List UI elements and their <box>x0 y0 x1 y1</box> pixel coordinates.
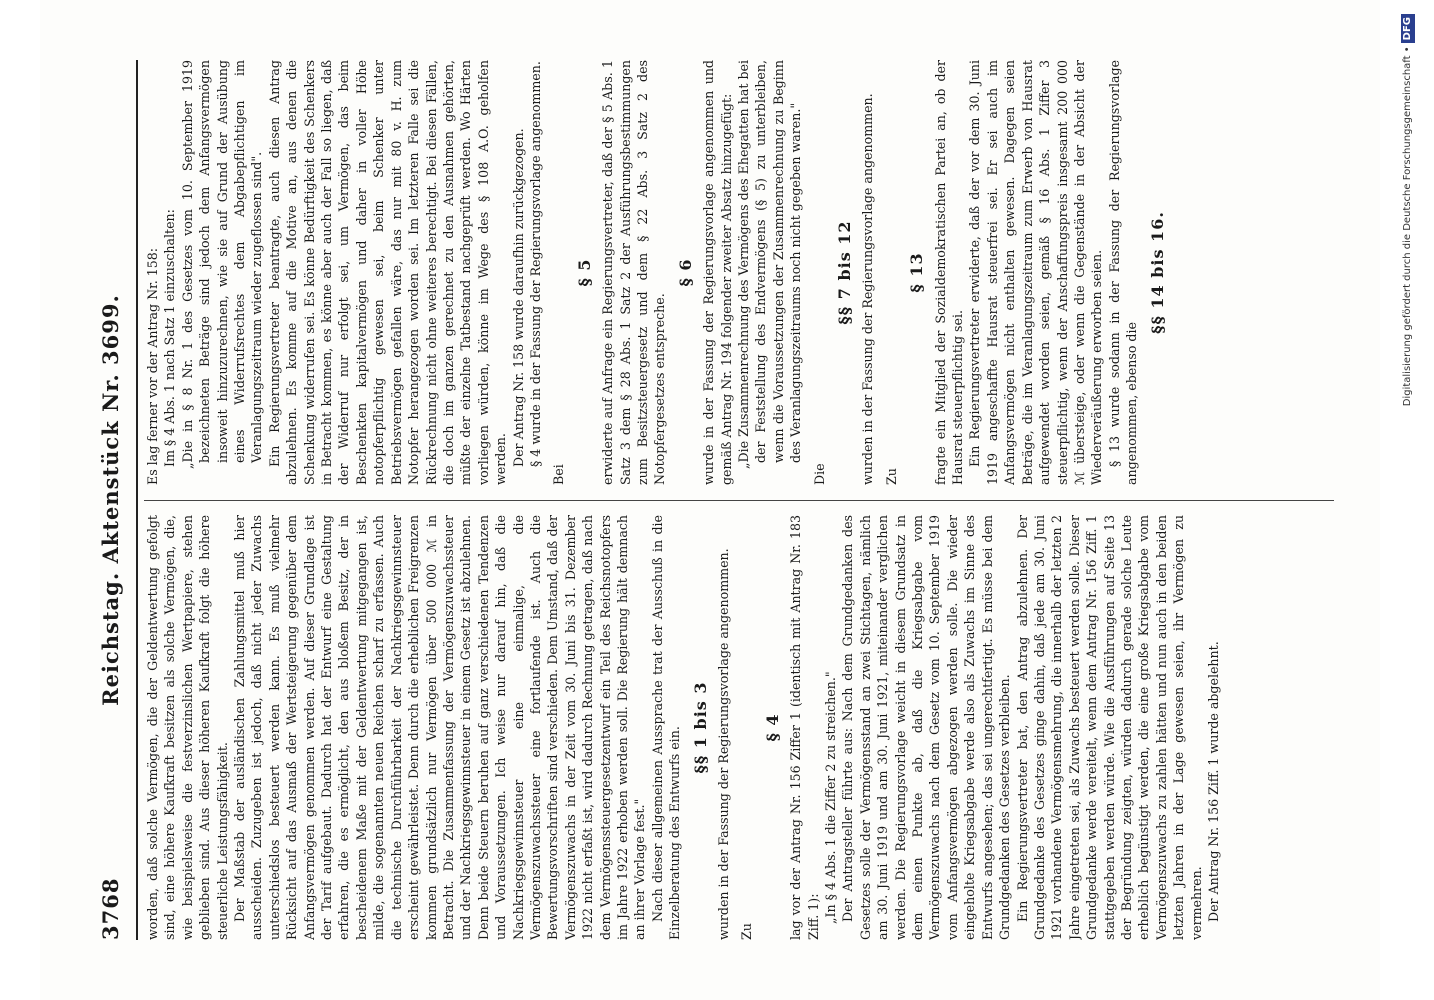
section-heading: §§ 7 bis 12 <box>835 220 855 325</box>
section-lead-word: Zu <box>883 468 899 485</box>
section-heading: §§ 1 bis 3 <box>690 681 710 774</box>
running-head: Reichstag. Aktenstück Nr. 3699. <box>98 294 123 706</box>
quoted-motion: „Die in § 8 Nr. 1 des Gesetzes vom 10. September 1919 bezeichneten Beträge sind jedoch dem Anfangsvermögen insoweit hinzuzurechnen, wie sie auf Grund der Ausübung eines Widerrufsrechtes dem Abgabepflichtigen im Veranlagungszeitraum wieder zugeflossen sind". <box>179 60 265 469</box>
section-lead-word: Zu <box>739 923 755 940</box>
paragraph: Der Antragsteller führte aus: Nach dem Grundgedanken des Gesetzes solle der Vermögensstand an zwei Stichtagen, nämlich am 30. Juni 1919 und am 30. Juni 1921, miteinander verglichen werden. Die Regierungsvorlage weicht in diesem Grundsatz in dem einen Punkte ab, daß die Kriegsabgabe vom Vermögenszuwachs nach dem Gesetz vom 10. September 1919 vom Anfangsvermögen abgezogen werden solle. Die wieder eingeholte Kriegsabgabe werde also als Zuwachs im Sinne des Entwurfs angesehen; das sei ungerechtfertigt. Es müsse bei dem Grundgedanken des Gesetzes verbleiben. <box>840 515 1013 940</box>
printed-page <box>40 0 1380 1000</box>
paragraph: Nach dieser allgemeinen Aussprache trat der Ausschuß in die Einzelberatung des Entwurfs ein. <box>649 515 683 940</box>
header-rule <box>136 60 138 940</box>
section-lead-word: Die <box>811 463 827 485</box>
section-heading: §§ 14 bis 16. <box>1147 211 1167 334</box>
paragraph: wurden in der Fassung der Regierungsvorlage angenommen. <box>860 93 876 485</box>
paragraph: wurden in der Fassung der Regierungsvorlage angenommen. <box>716 548 731 940</box>
paragraph: § 13 wurde sodann in der Fassung der Regierungsvorlage angenommen, ebenso die <box>1106 60 1140 485</box>
paragraph: Der Antrag Nr. 156 Ziff. 1 wurde abgelehnt. <box>1205 641 1221 922</box>
paragraph: wurde in der Fassung der Regierungsvorlage angenommen und gemäß Antrag Nr. 194 folgender zweiter Absatz hinzugefügt: <box>701 60 734 485</box>
section-heading: § 5 <box>574 258 594 287</box>
section-lead-word: Bei <box>551 464 567 485</box>
paragraph: § 4 wurde in der Fassung der Regierungsvorlage angenommen. <box>527 61 543 467</box>
paragraph: Es lag ferner vor der Antrag Nr. 158: <box>145 247 160 485</box>
quoted-motion: „Die Zusammenrechnung des Vermögens des Ehegatten hat bei der Feststellung des Endvermögens (§ 5) zu unterbleiben, wenn die Voraussetzungen der Zusammenrechnung zu Beginn des Veranlagungszeitraums noch nicht gegeben waren." <box>736 60 804 469</box>
quoted-motion: „In § 4 Abs. 1 die Ziffer 2 zu streichen." <box>823 671 839 924</box>
section-heading: § 6 <box>675 258 695 287</box>
dfg-logo: DFG <box>1401 14 1415 43</box>
paragraph: Im § 4 Abs. 1 nach Satz 1 einzuschalten: <box>162 209 178 467</box>
paragraph: fragte ein Mitglied der Sozialdemokratischen Partei an, ob der Hausrat steuerpflichtig sei. <box>932 60 966 485</box>
page-number: 3768 <box>98 877 123 940</box>
column-divider <box>144 500 1334 501</box>
paragraph: Der Antrag Nr. 158 wurde daraufhin zurückgezogen. <box>510 128 526 467</box>
digitization-credit <box>1396 0 1420 1000</box>
scanned-page <box>40 0 1380 1000</box>
section-heading: § 4 <box>762 713 782 742</box>
paragraph: erwiderte auf Anfrage ein Regierungsvertreter, daß der § 5 Abs. 1 Satz 3 dem § 28 Abs. 1 Satz 2 der Ausführungsbestimmungen zum Besitzsteuergesetz und dem § 22 Abs. 3 Satz 2 des Notopfergesetzes entspreche. <box>600 60 668 485</box>
paragraph: worden, daß solche Vermögen, die der Geldentwertung gefolgt sind, eine höhere Kaufkraft besitzen als solche Vermögen, die, wie beispielsweise die festverzinslichen Wertpapiere, stehen geblieben sind. Aus dieser höheren Kaufkraft folgt die höhere steuerliche Leistungsfähigkeit. <box>145 515 230 940</box>
page-header <box>98 60 138 940</box>
right-column <box>144 60 1344 485</box>
credit-text: Digitalisierung gefördert durch die Deutsche Forschungsgemeinschaft • <box>1402 46 1413 407</box>
paragraph: Ein Regierungsvertreter erwiderte, daß der vor dem 30. Juni 1919 angeschaffte Hausrat steuerfrei sei. Er sei auch im Anfangsvermögen nicht enthalten gewesen. Dagegen seien Beträge, die im Veranlagungszeitraum zum Erwerb von Hausrat aufgewendet worden seien, gemäß § 16 Abs. 1 Ziffer 3 steuerpflichtig, wenn der Anschaffungspreis insgesamt 200 000 ℳ übersteige, oder wenn die Gegenstände in der Absicht der Wiederveräußerung erworben seien. <box>967 60 1105 485</box>
paragraph: Ein Regierungsvertreter beantragte, auch diesen Antrag abzulehnen. Es komme auf die Motive an, aus denen die Schenkung widerrufen sei. Es könne Bedürftigkeit des Schenkers in Betracht kommen, es könne aber auch der Fall so liegen, daß der Widerruf nur erfolgt sei, um Vermögen, das beim Beschenkten kapitalvermögen und daher in voller Höhe notopferpflichtig gewesen sei, beim Schenker unter Betriebsvermögen gefallen wäre, das nur mit 80 v. H. zum Notopfer herangezogen worden sei. Im letzteren Falle sei die Rückrechnung nicht ohne weiteres berechtigt. Bei diesen Fällen, die doch im ganzen gerechnet zu den Ausnahmen gehörten, müßte der einzelne Tatbestand nachgeprüft werden. Wo Härten vorliegen würden, könne im Wege des § 108 A.O. geholfen werden. <box>266 60 509 485</box>
left-column <box>144 515 1344 940</box>
section-heading: § 13 <box>907 252 927 293</box>
paragraph: Ein Regierungsvertreter bat, den Antrag abzulehnen. Der Grundgedanke des Gesetzes ginge dahin, daß jede am 30. Juni 1921 vorhandene Vermögensmehrung, die innerhalb der letzten 2 Jahre eingetreten sei, als Zuwachs besteuert werden solle. Dieser Grundgedanke werde vereitelt, wenn dem Antrag Nr. 156 Ziff. 1 stattgegeben werden würde. Wie die Ausführungen auf Seite 13 der Begründung zeigten, würden dadurch gerade solche Leute erheblich begünstigt werden, die eine große Kriegsabgabe vom Vermögenszuwachs zu zahlen hätten und nun auch in den beiden letzten Jahren in der Lage gewesen seien, ihr Vermögen zu vermehren. <box>1014 515 1204 940</box>
paragraph: lag vor der Antrag Nr. 156 Ziffer 1 (identisch mit Antrag Nr. 183 Ziff. 1): <box>788 515 821 940</box>
paragraph: Der Maßstab der ausländischen Zahlungsmittel muß hier ausscheiden. Zuzugeben ist jedoch, daß nicht jeder Zuwachs unterschiedslos besteuert werden kann. Es muß vielmehr Rücksicht auf das Ausmaß der Wertsteigerung gegenüber dem Anfangsvermögen genommen werden. Auf dieser Grundlage ist der Tarif aufgebaut. Dadurch hat der Entwurf eine Gestaltung erfahren, die es ermöglicht, den aus bloßem Besitz, der in bescheidenem Maße mit der Geldentwertung mitgegangen ist, milde, die sogenannten neuen Reichen scharf zu erfassen. Auch die technische Durchführbarkeit der Nachkriegsgewinnsteuer erscheint gewährleistet. Denn durch die erheblichen Freigrenzen kommen grundsätzlich nur Vermögen über 500 000 ℳ in Betracht. Die Zusammenfassung der Vermögenszuwachssteuer und der Nachkriegsgewinnsteuer in einem Gesetz ist abzulehnen. Denn beide Steuern beruhen auf ganz verschiedenen Tendenzen und Voraussetzungen. Ich weise nur darauf hin, daß die Nachkriegsgewinnsteuer eine einmalige, die Vermögenszuwachssteuer eine fortlaufende ist. Auch die Bewertungsvorschriften sind verschieden. Dem Umstand, daß der Vermögenszuwachs in der Zeit vom 30. Juni bis 31. Dezember 1922 nicht erfaßt ist, wird dadurch Rechnung getragen, daß nach dem Vermögenssteuergesetzentwurf ein Teil des Reichsnotopfers im Jahre 1922 erhoben werden soll. Die Regierung hält demnach an ihrer Vorlage fest." <box>232 515 648 940</box>
